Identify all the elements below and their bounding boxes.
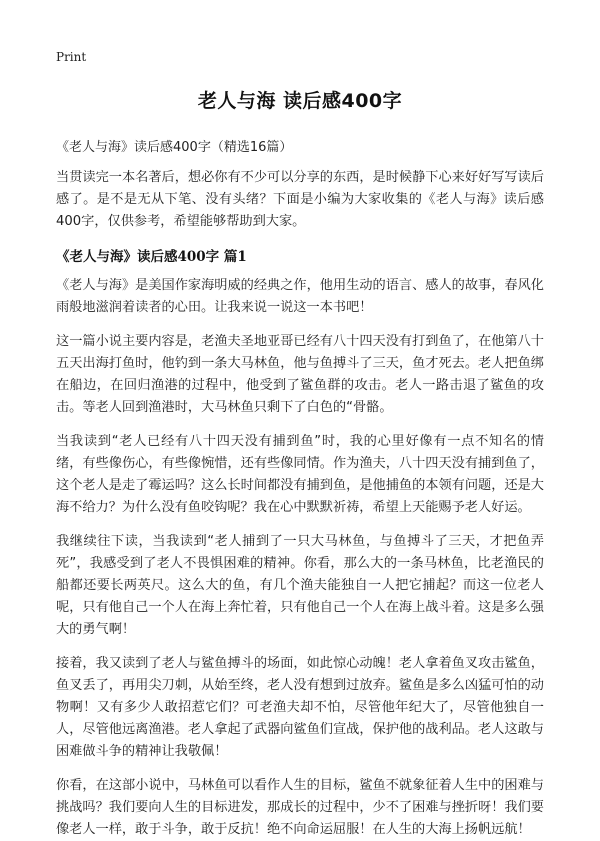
document-subtitle: 《老人与海》读后感400字（精选16篇） <box>56 140 293 155</box>
body-paragraph-4: 我继续往下读，当我读到“老人捕到了一只大马林鱼，与鱼搏斗了三天，才把鱼弄死”，我感受到了老人不畏惧困难的精神。你看，那么大的一条马林鱼，比老渔民的船都还要长两英尺。这么大的鱼，有几个渔夫能独自一人把它捕起？而这一位老人呢，只有他自己一个人在海上奔忙着，只有他自己一个人在海上战斗着。这是多么强大的勇气啊！ <box>56 534 544 637</box>
intro-paragraph: 当贯读完一本名著后，想必你有不少可以分享的东西，是时候静下心来好好写写读后感了。是不是无从下笔、没有头绪？下面是小编为大家收集的《老人与海》读后感400字，仅供参考，希望能够帮助到大家。 <box>56 170 544 229</box>
body-paragraph-2: 这一篇小说主要内容是，老渔夫圣地亚哥已经有八十四天没有打到鱼了，在他第八十五天出海打鱼时，他钓到一条大马林鱼，他与鱼搏斗了三天，鱼才死去。老人把鱼绑在船边，在回归渔港的过程中，他受到了鲨鱼群的攻击。老人一路击退了鲨鱼的攻击。等老人回到渔港时，大马林鱼只剩下了白色的“骨骼。 <box>56 334 544 415</box>
body-paragraph-6: 你看，在这部小说中，马林鱼可以看作人生的目标，鲨鱼不就象征着人生中的困难与挑战吗？我们要向人生的目标进发，那成长的过程中，少不了困难与挫折呀！我们要像老人一样，敢于斗争，敢于反抗！绝不向命运屈服！在人生的大海上扬帆远航！ <box>56 778 544 837</box>
page-title: 老人与海 读后感400字 <box>197 90 403 112</box>
section-heading: 《老人与海》读后感400字 篇1 <box>56 249 247 265</box>
body-paragraph-3: 当我读到“老人已经有八十四天没有捕到鱼”时，我的心里好像有一点不知名的情绪，有些像伤心，有些像惋惜，还有些像同情。作为渔夫，八十四天没有捕到鱼了，这个老人是走了霉运吗？这么长时间都没有捕到鱼，是他捕鱼的本领有问题，还是大海不给力？为什么没有鱼咬钩呢？我在心中默默祈祷，希望上天能赐予老人好运。 <box>56 434 544 515</box>
body-paragraph-5: 接着，我又读到了老人与鲨鱼搏斗的场面，如此惊心动魄！老人拿着鱼叉攻击鲨鱼，鱼叉丢了，再用尖刀刺，从始至终，老人没有想到过放弃。鲨鱼是多么凶猛可怕的动物啊！又有多少人敢招惹它们？可老渔夫却不怕，尽管他年纪大了，尽管他独自一人，尽管他远离渔港。老人拿起了武器向鲨鱼们宣战，保护他的战利品。老人这敢与困难做斗争的精神让我敬佩！ <box>56 656 544 759</box>
body-paragraph-1: 《老人与海》是美国作家海明威的经典之作，他用生动的语言、感人的故事，春风化雨般地滋润着读者的心田。让我来说一说这一本书吧！ <box>56 278 544 315</box>
print-link[interactable]: Print <box>56 50 87 64</box>
